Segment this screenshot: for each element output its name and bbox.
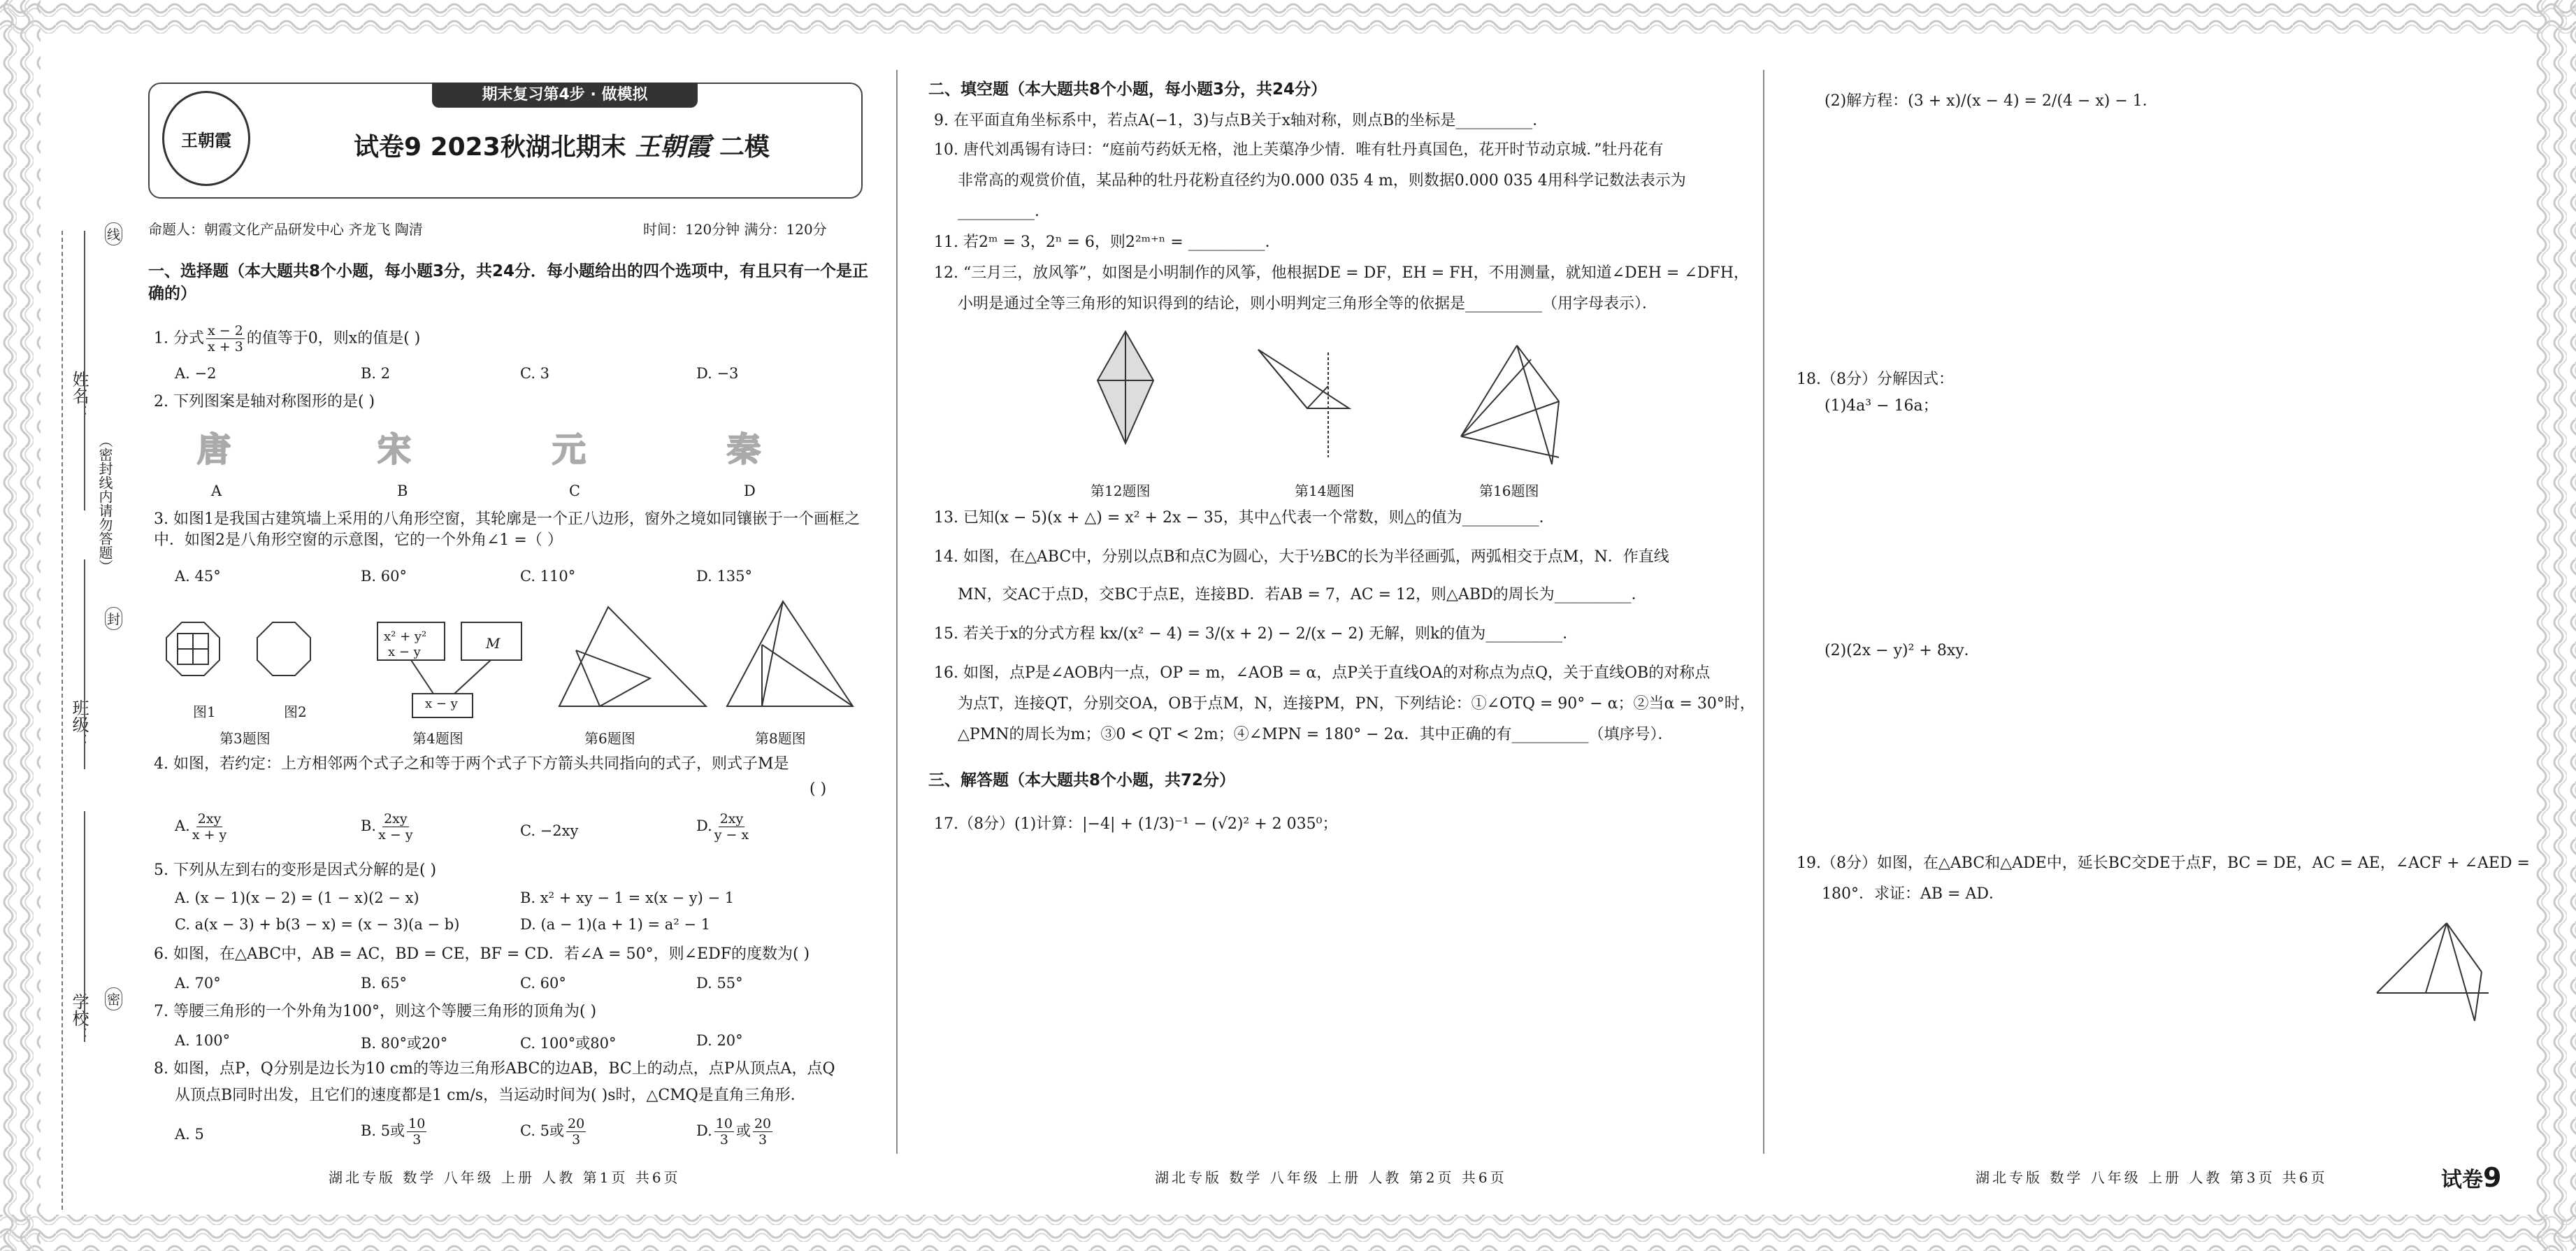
q19-line1: 19.（8分）如图，在△ABC和△ADE中，延长BC交DE于点F，BC = DE，AC = AE，∠ACF + ∠AED = — [1797, 855, 2530, 872]
fig4-caption: 第4题图 — [412, 730, 463, 747]
q7-opt-d[interactable]: D. 20° — [696, 1032, 743, 1049]
q16-line1: 16. 如图，点P是∠AOB内一点，OP = m，∠AOB = α，点P关于直线OA的对称点为点Q，关于直线OB的对称点 — [934, 664, 1711, 682]
q12-line1: 12. “三月三，放风筝”，如图是小明制作的风筝，他根据DE = DF，EH = FH，不用测量，就知道∠DEH = ∠DFH， — [934, 264, 1749, 282]
q4-opt-d[interactable] — [696, 811, 751, 843]
q2-opt-a[interactable]: A — [211, 482, 222, 499]
paper-tag-num: 9 — [2483, 1162, 2502, 1193]
q1-frac — [206, 323, 245, 355]
q18-part2: (2)(2x − y)² + 8xy． — [1825, 642, 1980, 659]
q1-num: x − 2 — [207, 323, 243, 338]
q4-b-label: B. — [361, 817, 377, 834]
fig16-figure — [1461, 345, 1559, 464]
fig2-caption: 图2 — [284, 703, 307, 720]
school-line[interactable] — [84, 811, 85, 1042]
q16-line2: 为点T，连接QT，分别交OA，OB于点M，N，连接PM，PN，下列结论：①∠OTQ = 90° − α；②当α = 30°时， — [958, 695, 1755, 713]
q4-a-label: A. — [175, 817, 190, 834]
q8-opt-c[interactable] — [520, 1116, 588, 1148]
q8-opt-b[interactable] — [361, 1116, 429, 1148]
logo-text: 王朝霞 — [181, 130, 231, 150]
q1-den: x + 3 — [207, 339, 243, 355]
q3-stem: 3. 如图1是我国古建筑墙上采用的八角形空窗，其轮廓是一个正八边形，窗外之境如同镶嵌于一个画框之中．如图2是八角形空窗的示意图，它的一个外角∠1 =（ ） — [154, 510, 860, 549]
q3-opt-a[interactable]: A. 45° — [175, 568, 221, 585]
page2-figures — [1070, 324, 1615, 478]
octagon-figure — [257, 622, 310, 675]
q7-stem: 7. 等腰三角形的一个外角为100°，则这个等腰三角形的顶角为( ) — [154, 1003, 597, 1020]
kite-figure — [1098, 331, 1153, 443]
q19-line2: 180°．求证：AB = AD． — [1822, 885, 2004, 903]
fig14-caption: 第14题图 — [1295, 482, 1355, 499]
q7-opt-b[interactable]: B. 80°或20° — [361, 1035, 448, 1052]
title-brand: 王朝霞 — [635, 132, 711, 162]
q1-opt-d[interactable]: D. −3 — [696, 365, 739, 382]
q17-part1: 17.（8分）(1)计算：|−4| + (1/3)⁻¹ − (√2)² + 2 035⁰； — [934, 815, 1338, 833]
title-text: 试卷9 2023秋湖北期末 — [354, 133, 626, 162]
q6-opt-b[interactable]: B. 65° — [361, 975, 408, 992]
q8-d-num1: 10 — [715, 1116, 733, 1131]
q2-pattern-a: 唐 — [197, 430, 231, 469]
fig19-figure — [2363, 916, 2524, 1035]
q4-paren: ( ) — [810, 780, 827, 798]
fig1-caption: 图1 — [193, 703, 216, 720]
q16-line3: △PMN的周长为m；③0 < QT < 2m；④∠MPN = 180° − 2α．其中正确的有__________（填序号）． — [958, 726, 1674, 743]
fig3-caption: 第3题图 — [220, 730, 271, 747]
brand-logo — [162, 91, 250, 186]
fig8-caption: 第8题图 — [755, 730, 806, 747]
q14-line1: 14. 如图，在△ABC中，分别以点B和点C为圆心，大于½BC的长为半径画弧，两弧相交于点M，N．作直线 — [934, 548, 1669, 566]
q8-c-den: 3 — [572, 1132, 581, 1148]
q18-stem: 18.（8分）分解因式： — [1797, 371, 1954, 388]
q2-pattern-c: 元 — [552, 430, 587, 469]
divider-1 — [896, 70, 898, 1154]
q4-d-label: D. — [696, 817, 712, 834]
q4-a-frac — [192, 811, 226, 843]
q1-post: 的值等于0，则x的值是( ) — [246, 329, 421, 348]
class-line[interactable] — [84, 559, 85, 769]
q5-opt-b[interactable]: B. x² + xy − 1 = x(x − y) − 1 — [520, 889, 735, 906]
q4-d-frac — [714, 811, 749, 843]
q4-a-num: 2xy — [197, 811, 222, 827]
q8-b-num: 10 — [408, 1116, 426, 1131]
box-m-text: M — [486, 635, 501, 652]
paper-tag — [2441, 1162, 2501, 1193]
fig6-caption: 第6题图 — [584, 730, 635, 747]
q3-opt-c[interactable]: C. 110° — [520, 568, 576, 585]
seal-char-1: 线 — [105, 222, 122, 245]
q4-opt-c[interactable]: C. −2xy — [520, 822, 579, 839]
fig6-triangle — [559, 607, 706, 706]
authors: 命题人：朝霞文化产品研发中心 齐龙飞 陶清 — [148, 221, 423, 238]
q4-opt-a[interactable] — [175, 811, 229, 843]
page-title — [354, 127, 770, 163]
q8-d-frac2 — [753, 1116, 772, 1148]
q8-stem-1: 8. 如图，点P，Q分别是边长为10 cm的等边三角形ABC的边AB，BC上的动点，点P从顶点A，点Q — [154, 1060, 835, 1078]
q2-opt-c[interactable]: C — [569, 482, 581, 499]
q10-line3: __________． — [958, 203, 1051, 220]
paper-tag-label: 试卷 — [2441, 1168, 2483, 1192]
divider-2 — [1763, 70, 1764, 1154]
q6-opt-c[interactable]: C. 60° — [520, 975, 566, 992]
q8-c-num: 20 — [568, 1116, 585, 1131]
q2-opt-d[interactable]: D — [744, 482, 756, 499]
name-label: 姓名： — [69, 371, 89, 421]
section-1-title: 一、选择题（本大题共8个小题，每小题3分，共24分．每小题给出的四个选项中，有且只有一个是正确的） — [148, 262, 869, 303]
page1-footer: 湖北专版 数学 八年级 上册 人教 第1页 共6页 — [329, 1169, 681, 1186]
seal-note: （密封线内请勿答题） — [96, 434, 113, 573]
seal-char-2: 封 — [105, 607, 122, 630]
q10-line1: 10. 唐代刘禹锡有诗曰：“庭前芍药妖无格，池上芙蕖净少情．唯有牡丹真国色，花开时节动京城．”牡丹花有 — [934, 141, 1664, 159]
q14-line2: MN，交AC于点D，交BC于点E，连接BD．若AB = 7，AC = 12，则△ABD的周长为__________． — [958, 586, 1647, 603]
q9: 9. 在平面直角坐标系中，若点A(−1，3)与点B关于x轴对称，则点B的坐标是__________． — [934, 112, 1548, 129]
q4-stem: 4. 如图，若约定：上方相邻两个式子之和等于两个式子下方箭头共同指向的式子，则式子M是 — [154, 755, 789, 773]
q11: 11. 若2ᵐ = 3，2ⁿ = 6，则2²ᵐ⁺ⁿ = __________． — [934, 234, 1281, 251]
q2-stem: 2. 下列图案是轴对称图形的是( ) — [154, 393, 375, 410]
q7-opt-a[interactable]: A. 100° — [175, 1032, 231, 1049]
q2-opt-b[interactable]: B — [397, 482, 408, 499]
class-label: 班级： — [69, 699, 89, 750]
seal-line — [62, 231, 63, 1210]
q5-opt-c[interactable]: C. a(x − 3) + b(3 − x) = (x − 3)(a − b) — [175, 916, 460, 933]
q17-part2: (2)解方程：(3 + x)/(x − 4) = 2/(4 − x) − 1． — [1825, 92, 2158, 110]
q6-opt-d[interactable]: D. 55° — [696, 975, 743, 992]
q8-b-den: 3 — [412, 1132, 422, 1148]
page1-figures — [161, 594, 867, 720]
page2-footer: 湖北专版 数学 八年级 上册 人教 第2页 共6页 — [1155, 1169, 1507, 1186]
q4-b-num: 2xy — [384, 811, 408, 827]
q1-opt-a[interactable]: A. −2 — [175, 365, 217, 382]
q6-stem: 6. 如图，在△ABC中，AB = AC，BD = CE，BF = CD．若∠A = 50°，则∠EDF的度数为( ) — [154, 945, 810, 963]
q15: 15. 若关于x的分式方程 kx/(x² − 4) = 3/(x + 2) − 2/(x − 2) 无解，则k的值为__________． — [934, 625, 1578, 643]
q8-opt-d[interactable] — [696, 1116, 775, 1148]
q1-opt-b[interactable]: B. 2 — [361, 365, 391, 382]
q8-opt-a[interactable]: A. 5 — [175, 1126, 204, 1143]
box-1-text: x² + y² — [384, 629, 427, 644]
q10-line2: 非常高的观赏价值，某品种的牡丹花粉直径约为0.000 035 4 m，则数据0.000 035 4用科学记数法表示为 — [958, 172, 1686, 190]
q1-pre: 1. 分式 — [154, 329, 204, 348]
q1-opt-c[interactable]: C. 3 — [520, 365, 550, 382]
fig14-triangle — [1258, 350, 1349, 457]
box-3-text: x − y — [425, 696, 458, 711]
q8-d-frac1 — [714, 1116, 734, 1148]
time-score: 时间：120分钟 满分：120分 — [643, 221, 827, 238]
q4-b-den: x − y — [378, 827, 413, 843]
q4-a-den: x + y — [192, 827, 227, 843]
fig12-caption: 第12题图 — [1091, 482, 1151, 499]
octagon-window-figure — [166, 622, 220, 675]
header-badge: 期末复习第4步 · 做模拟 — [432, 83, 698, 108]
seal-char-3: 密 — [105, 987, 122, 1010]
q3-opt-b[interactable]: B. 60° — [361, 568, 408, 585]
fig8-triangle — [727, 601, 853, 706]
q4-d-num: 2xy — [719, 811, 744, 827]
q8-b-label: B. 5或 — [361, 1122, 405, 1139]
q8-d-num2: 20 — [754, 1116, 772, 1131]
q5-opt-a[interactable]: A. (x − 1)(x − 2) = (1 − x)(2 − x) — [175, 889, 419, 906]
box-1b-text: x − y — [388, 645, 421, 659]
q5-stem: 5. 下列从左到右的变形是因式分解的是( ) — [154, 862, 437, 879]
q8-d-den1: 3 — [719, 1132, 728, 1148]
title-suffix: 二模 — [719, 133, 770, 162]
q3-opt-d[interactable]: D. 135° — [696, 568, 753, 585]
section-2-title: 二、填空题（本大题共8个小题，每小题3分，共24分） — [928, 80, 1327, 99]
page3-footer: 湖北专版 数学 八年级 上册 人教 第3页 共6页 — [1976, 1169, 2328, 1186]
q8-d-or: 或 — [735, 1122, 751, 1139]
q8-b-frac — [407, 1116, 426, 1148]
q1-stem — [154, 323, 420, 355]
q5-opt-d[interactable]: D. (a − 1)(a + 1) = a² − 1 — [520, 916, 711, 933]
q7-opt-c[interactable]: C. 100°或80° — [520, 1035, 617, 1052]
q8-stem-2: 从顶点B同时出发，且它们的速度都是1 cm/s，当运动时间为( )s时，△CMQ是直角三角形． — [175, 1087, 806, 1104]
q6-opt-a[interactable]: A. 70° — [175, 975, 221, 992]
name-line[interactable] — [84, 231, 85, 510]
q8-c-frac — [566, 1116, 586, 1148]
q4-d-den: y − x — [714, 827, 749, 843]
q8-d-den2: 3 — [758, 1132, 768, 1148]
q4-b-frac — [378, 811, 412, 843]
fig16-caption: 第16题图 — [1479, 482, 1539, 499]
school-label: 学校： — [69, 993, 89, 1043]
q18-part1: (1)4a³ − 16a； — [1825, 397, 1938, 415]
q12-line2: 小明是通过全等三角形的知识得到的结论，则小明判定三角形全等的依据是__________（用字母表示）． — [958, 295, 1658, 313]
q8-d-label: D. — [696, 1122, 712, 1139]
q4-opt-b[interactable] — [361, 811, 415, 843]
q2-pattern-d: 秦 — [727, 430, 761, 469]
q8-c-label: C. 5或 — [520, 1122, 565, 1139]
q13: 13. 已知(x − 5)(x + △) = x² + 2x − 35，其中△代表一个常数，则△的值为__________． — [934, 509, 1555, 527]
section-3-title: 三、解答题（本大题共8个小题，共72分） — [928, 771, 1236, 789]
q2-pattern-b: 宋 — [377, 430, 412, 469]
